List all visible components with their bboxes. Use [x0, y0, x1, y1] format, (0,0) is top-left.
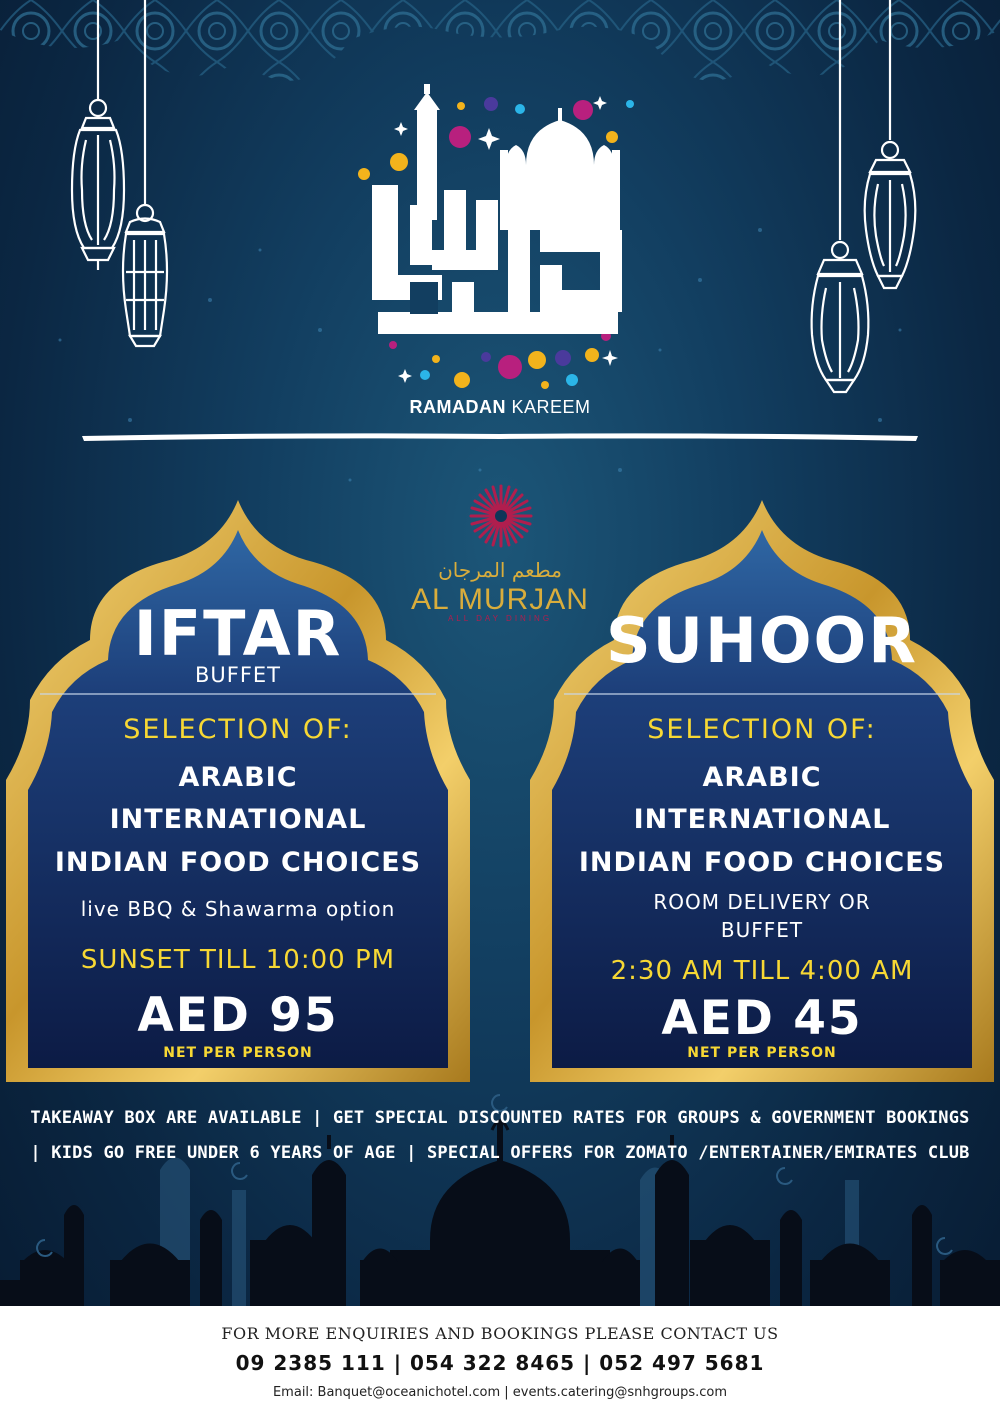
suhoor-item-arabic: ARABIC	[702, 762, 822, 793]
iftar-item-arabic: ARABIC	[178, 762, 298, 793]
restaurant-tagline: ALL DAY DINING	[447, 614, 553, 623]
contact-emails[interactable]: Email: Banquet@oceanichotel.com | events.catering@snhgroups.com	[272, 1385, 728, 1400]
iftar-title: IFTAR	[133, 597, 343, 670]
iftar-price-note: NET PER PERSON	[163, 1045, 313, 1061]
suhoor-item-international: INTERNATIONAL	[633, 804, 891, 835]
suhoor-price: AED 45	[661, 991, 863, 1046]
iftar-timing: SUNSET TILL 10:00 PM	[80, 945, 396, 975]
suhoor-item-indian: INDIAN FOOD CHOICES	[578, 847, 946, 878]
contact-heading: FOR MORE ENQUIRIES AND BOOKINGS PLEASE CONTACT US	[221, 1324, 779, 1343]
suhoor-note-line1: ROOM DELIVERY OR	[653, 890, 871, 914]
caption-light: KAREEM	[511, 397, 591, 417]
suhoor-timing: 2:30 AM TILL 4:00 AM	[610, 956, 914, 986]
restaurant-arabic-name: مطعم المرجان	[438, 558, 562, 582]
iftar-price: AED 95	[137, 988, 339, 1043]
iftar-note: live BBQ & Shawarma option	[80, 897, 396, 921]
suhoor-title: SUHOOR	[605, 604, 919, 677]
contact-phones[interactable]: 09 2385 111 | 054 322 8465 | 052 497 5681	[235, 1351, 765, 1375]
iftar-selection-heading: SELECTION OF:	[123, 714, 353, 745]
contact-footer	[0, 1306, 1000, 1414]
caption-bold: RAMADAN	[409, 397, 506, 417]
restaurant-name: AL MURJAN	[411, 583, 589, 616]
suhoor-selection-heading: SELECTION OF:	[647, 714, 877, 745]
iftar-item-indian: INDIAN FOOD CHOICES	[54, 847, 422, 878]
suhoor-note-line2: BUFFET	[720, 918, 804, 942]
offers-line-2: | KIDS GO FREE UNDER 6 YEARS OF AGE | SPECIAL OFFERS FOR ZOMATO /ENTERTAINER/EMIRATES CLUB	[30, 1143, 970, 1163]
iftar-item-international: INTERNATIONAL	[109, 804, 367, 835]
offers-line-1: TAKEAWAY BOX ARE AVAILABLE | GET SPECIAL DISCOUNTED RATES FOR GROUPS & GOVERNMENT BOOKINGS	[30, 1108, 970, 1128]
iftar-subtitle: BUFFET	[194, 663, 282, 687]
suhoor-price-note: NET PER PERSON	[687, 1045, 837, 1061]
